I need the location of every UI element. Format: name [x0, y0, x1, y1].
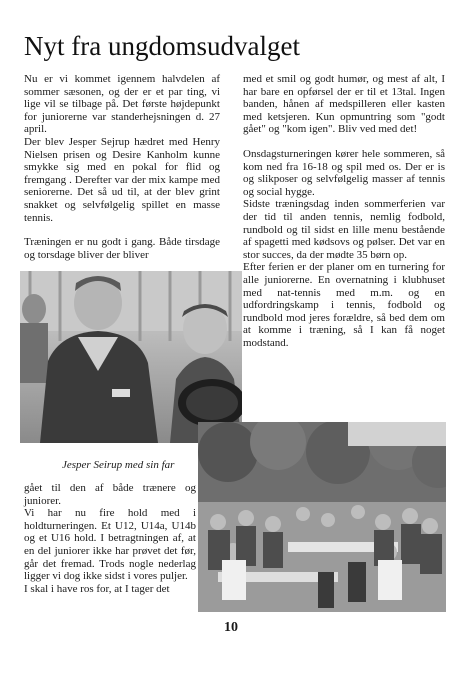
page-number: 10: [224, 620, 238, 635]
page-title: Nyt fra ungdomsudvalget: [24, 31, 300, 61]
left-column: [24, 73, 220, 261]
paragraph-last-training-day: Sidste træningsdag inden sommerferien var der tid til anden tennis, nemlig fodbold, rundbold og til sidst en lille menu bestående af spagetti med kødsovs og pølser. Det var en stor succes, da der mødte 35 børn op.: [243, 198, 445, 261]
paragraph-teams: Vi har nu fire hold med i holdturneringen. Et U12, U14a, U14b og et U16 hold. I betragtningen af, at en del juniorer ikke har prøvet det før, går det fremad. Trods nogle nederlag ligger vi dog ikke sidst i vores puljer.: [24, 507, 196, 583]
paragraph-praise: I skal i have ros for, at I tager det: [24, 582, 170, 595]
paragraph-intro: Nu er vi kommet igennem halvdelen af sommer sæsonen, og der er et par ting, vi lige vil se tilbage på. Det første højdepunkt for juniorerne var standerhejsningen d. 27 april.: [24, 73, 220, 136]
paragraph-training: Træningen er nu godt i gang. Både tirsdage og torsdage bliver der bliver: [24, 236, 220, 261]
photo-caption: Jesper Seirup med sin far: [62, 459, 175, 471]
photo-group-dinner-image: [198, 422, 446, 612]
right-column: [243, 73, 445, 349]
photo-group-dinner: [198, 422, 446, 612]
paragraph-behaviour: med et smil og godt humør, og mest af alt, I har bare en opførsel der er til et 13tal. Ingen banden, hånen af medspilleren eller kasten med ketsjeren. Kun opmuntring som "godt gået" og "kom igen". Bliv ved med det!: [243, 73, 445, 136]
paragraph-wednesday-tournament: Onsdagsturneringen kører hele sommeren, så kom ned fra 16-18 og spil med os. Der er is og slikposer og selvfølgelig masser af tennis og social hygge.: [243, 147, 445, 198]
paragraph-appreciation: gået til den af både trænere og juniorer.: [24, 482, 196, 507]
paragraph-after-holiday: Efter ferien er der planer om en turnering for alle juniorerne. En overnatning i klubhuset med nat-tennis med m.m. og en udfordringskamp i tennis, fodbold og rundbold mod jeres forældre, så bed dem om at komme i træning, så I kan få noget modstand.: [243, 261, 445, 349]
paragraph-award: Der blev Jesper Sejrup hædret med Henry Nielsen prisen og Desire Kanholm kunne smykke sig med en pokal for flid og fremgang . Derefter var der mix kampe med seniorerne. Det så ud til, at der blev grint snakket og selvfølgelig spillet en masse tennis.: [24, 135, 220, 224]
photo-father-and-son-image: [20, 271, 242, 443]
photo-father-and-son: [20, 271, 242, 443]
bottom-left-column: [24, 482, 196, 595]
